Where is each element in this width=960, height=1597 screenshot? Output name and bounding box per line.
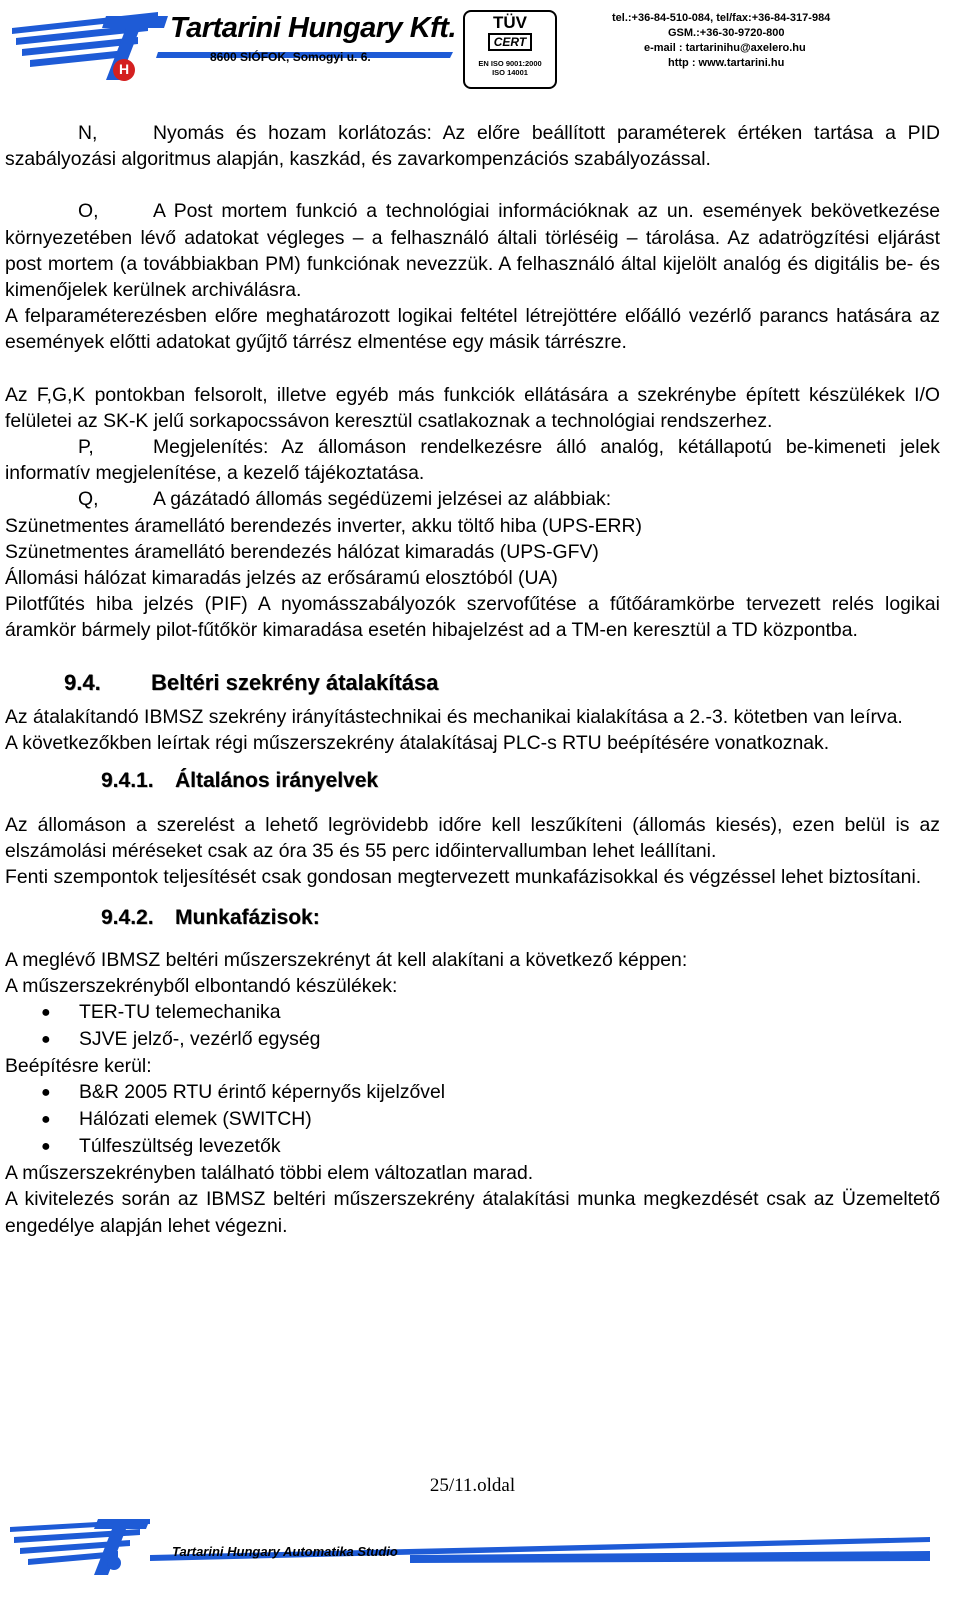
item-text-q: A gázátadó állomás segédüzemi jelzései az alábbiak: [153, 488, 612, 511]
paragraph: A kivitelezés során az IBMSZ beltéri műszerszekrény átalakítási munka megkezdését csak az Üzemeltető engedélye alapján lehet végezni. [5, 1188, 940, 1237]
paragraph: A műszerszekrényből elbontandó készülékek: [5, 974, 398, 997]
contact-web[interactable]: http : www.tartarini.hu [668, 57, 785, 69]
item-mark-o: O, [78, 200, 99, 223]
signal-line: Szünetmentes áramellátó berendezés inverter, akku töltő hiba (UPS-ERR) [5, 514, 642, 537]
paragraph-p [5, 434, 940, 486]
paragraph: Beépítésre kerül: [5, 1055, 152, 1078]
signal-line: Szünetmentes áramellátó berendezés hálózat kimaradás (UPS-GFV) [5, 540, 599, 563]
list-item: ● TER-TU telemechanika [5, 999, 940, 1026]
paragraph-o [5, 198, 940, 303]
tuv-cert-badge [463, 10, 557, 89]
section-title: Általános irányelvek [175, 769, 379, 793]
paragraph: A meglévő IBMSZ beltéri műszerszekrényt át kell alakítani a következő képpen: [5, 948, 688, 971]
tuv-iso-2: ISO 14001 [492, 68, 528, 77]
company-address: 8600 SIÓFOK, Somogyi u. 6. [210, 50, 371, 64]
list-item: ● B&R 2005 RTU érintő képernyős kijelzővel [5, 1079, 940, 1106]
page-number: 25/11.oldal [429, 1475, 516, 1496]
section-title: Beltéri szekrény átalakítása [151, 669, 439, 695]
list-item: ● Hálózati elemek (SWITCH) [5, 1106, 940, 1133]
paragraph: A műszerszekrényben található többi elem változatlan marad. [5, 1162, 534, 1185]
page-header [0, 0, 960, 90]
list-item: ● Túlfeszültség levezetők [5, 1133, 940, 1160]
section-heading-9-4 [5, 668, 940, 698]
section-number: 9.4.2. [101, 905, 154, 929]
item-mark-q: Q, [78, 488, 99, 511]
contact-phone: tel.:+36-84-510-084, tel/fax:+36-84-317-984 [612, 12, 831, 24]
install-list [5, 1079, 940, 1160]
company-name: Tartarini Hungary Kft. [170, 12, 457, 44]
list-item: ● SJVE jelző-, vezérlő egység [5, 1026, 940, 1053]
footer-company: Tartarini Hungary Automatika Studio [172, 1544, 398, 1559]
item-mark-p: P, [78, 436, 94, 459]
section-title: Munkafázisok: [175, 905, 320, 929]
section-heading-9-4-2 [5, 903, 940, 933]
section-heading-9-4-1 [5, 766, 940, 796]
bullet-icon: ● [41, 1084, 51, 1102]
document-body [5, 120, 940, 1239]
section-number: 9.4.1. [101, 769, 154, 793]
signal-line: Állomási hálózat kimaradás jelzés az erősáramú elosztóból (UA) [5, 567, 558, 590]
paragraph-q [5, 486, 940, 512]
paragraph-fgk: Az F,G,K pontokban felsorolt, illetve egyéb más funkciók ellátására a szekrénybe épített készülékek I/O felületei az SK-K jelű sorkapocssávon keresztül csatlakoznak a technológiai rendszerhez. [5, 383, 940, 432]
item-text-p: Megjelenítés: Az állomáson rendelkezésre álló analóg, kétállapotú be-kimeneti jelek informatív megjelenítése, a kezelő tájékoztatása. [5, 436, 940, 485]
paragraph: A következőkben leírtak régi műszerszekrény átalakításaj PLC-s RTU beépítésére vonatkoznak. [5, 731, 830, 754]
tuv-cert: CERT [488, 33, 532, 51]
item-text-n: Nyomás és hozam korlátozás: Az előre beállított paraméterek értéken tartása a PID szabályozási algoritmus alapján, kaszkád, és zavarkompenzációs szabályozással. [5, 122, 940, 171]
contact-email[interactable]: e-mail : tartarinihu@axelero.hu [644, 42, 806, 54]
contact-gsm: GSM.:+36-30-9720-800 [668, 27, 785, 39]
paragraph: Az állomáson a szerelést a lehető legrövidebb időre kell leszűkíteni (állomás kiesés), ezen belül is az elszámolási méréseket csak az óra 35 és 55 perc időintervallumban lehet leállítani. [5, 814, 940, 863]
contact-info [612, 11, 830, 71]
logo-letter: H [118, 61, 130, 77]
signal-line: Pilotfűtés hiba jelzés (PIF) A nyomásszabályozók szervofűtése a fűtőáramkörbe tervezett relés logikai áramkör bármely pilot-fűtőkör kimaradása esetén hibajelzést ad a TM-en keresztül a TD központba. [5, 593, 940, 642]
page-footer [0, 1515, 960, 1597]
paragraph: Az átalakítandó IBMSZ szekrény irányítástechnikai és mechanikai kialakítása a 2.-3. kötetben van leírva. [5, 705, 903, 728]
item-mark-n: N, [78, 122, 98, 144]
bullet-icon: ● [41, 1004, 51, 1022]
section-number: 9.4. [64, 669, 101, 695]
bullet-icon: ● [41, 1031, 51, 1049]
paragraph: Fenti szempontok teljesítését csak gondosan megtervezett munkafázisokkal és végzéssel lehet biztosítani. [5, 866, 922, 889]
bullet-icon: ● [41, 1111, 51, 1129]
bullet-icon: ● [41, 1138, 51, 1156]
tuv-iso-1: EN ISO 9001:2000 [478, 59, 542, 68]
paragraph-o-2: A felparaméterezésben előre meghatározott logikai feltétel létrejöttére előálló vezérlő parancs hatására az események előtti adatokat gyűjtő tárrész elmentése egy másik tárrészre. [5, 305, 940, 354]
paragraph-n [5, 120, 940, 172]
item-text-o: A Post mortem funkció a technológiai információknak az un. események bekövetkezése környezetében lévő adatokat végleges – a felhasználó általi törléséig – tárolása. Az adatrögzítési eljárást post mortem (a továbbiakban PM) funkciónak nevezzük. A felhasználó által kijelölt analóg és digitális be- és kimenőjelek kerülnek archiválásra. [5, 200, 940, 302]
tuv-title: TÜV [493, 13, 527, 32]
footer-logo [0, 1515, 960, 1597]
remove-list [5, 999, 940, 1053]
